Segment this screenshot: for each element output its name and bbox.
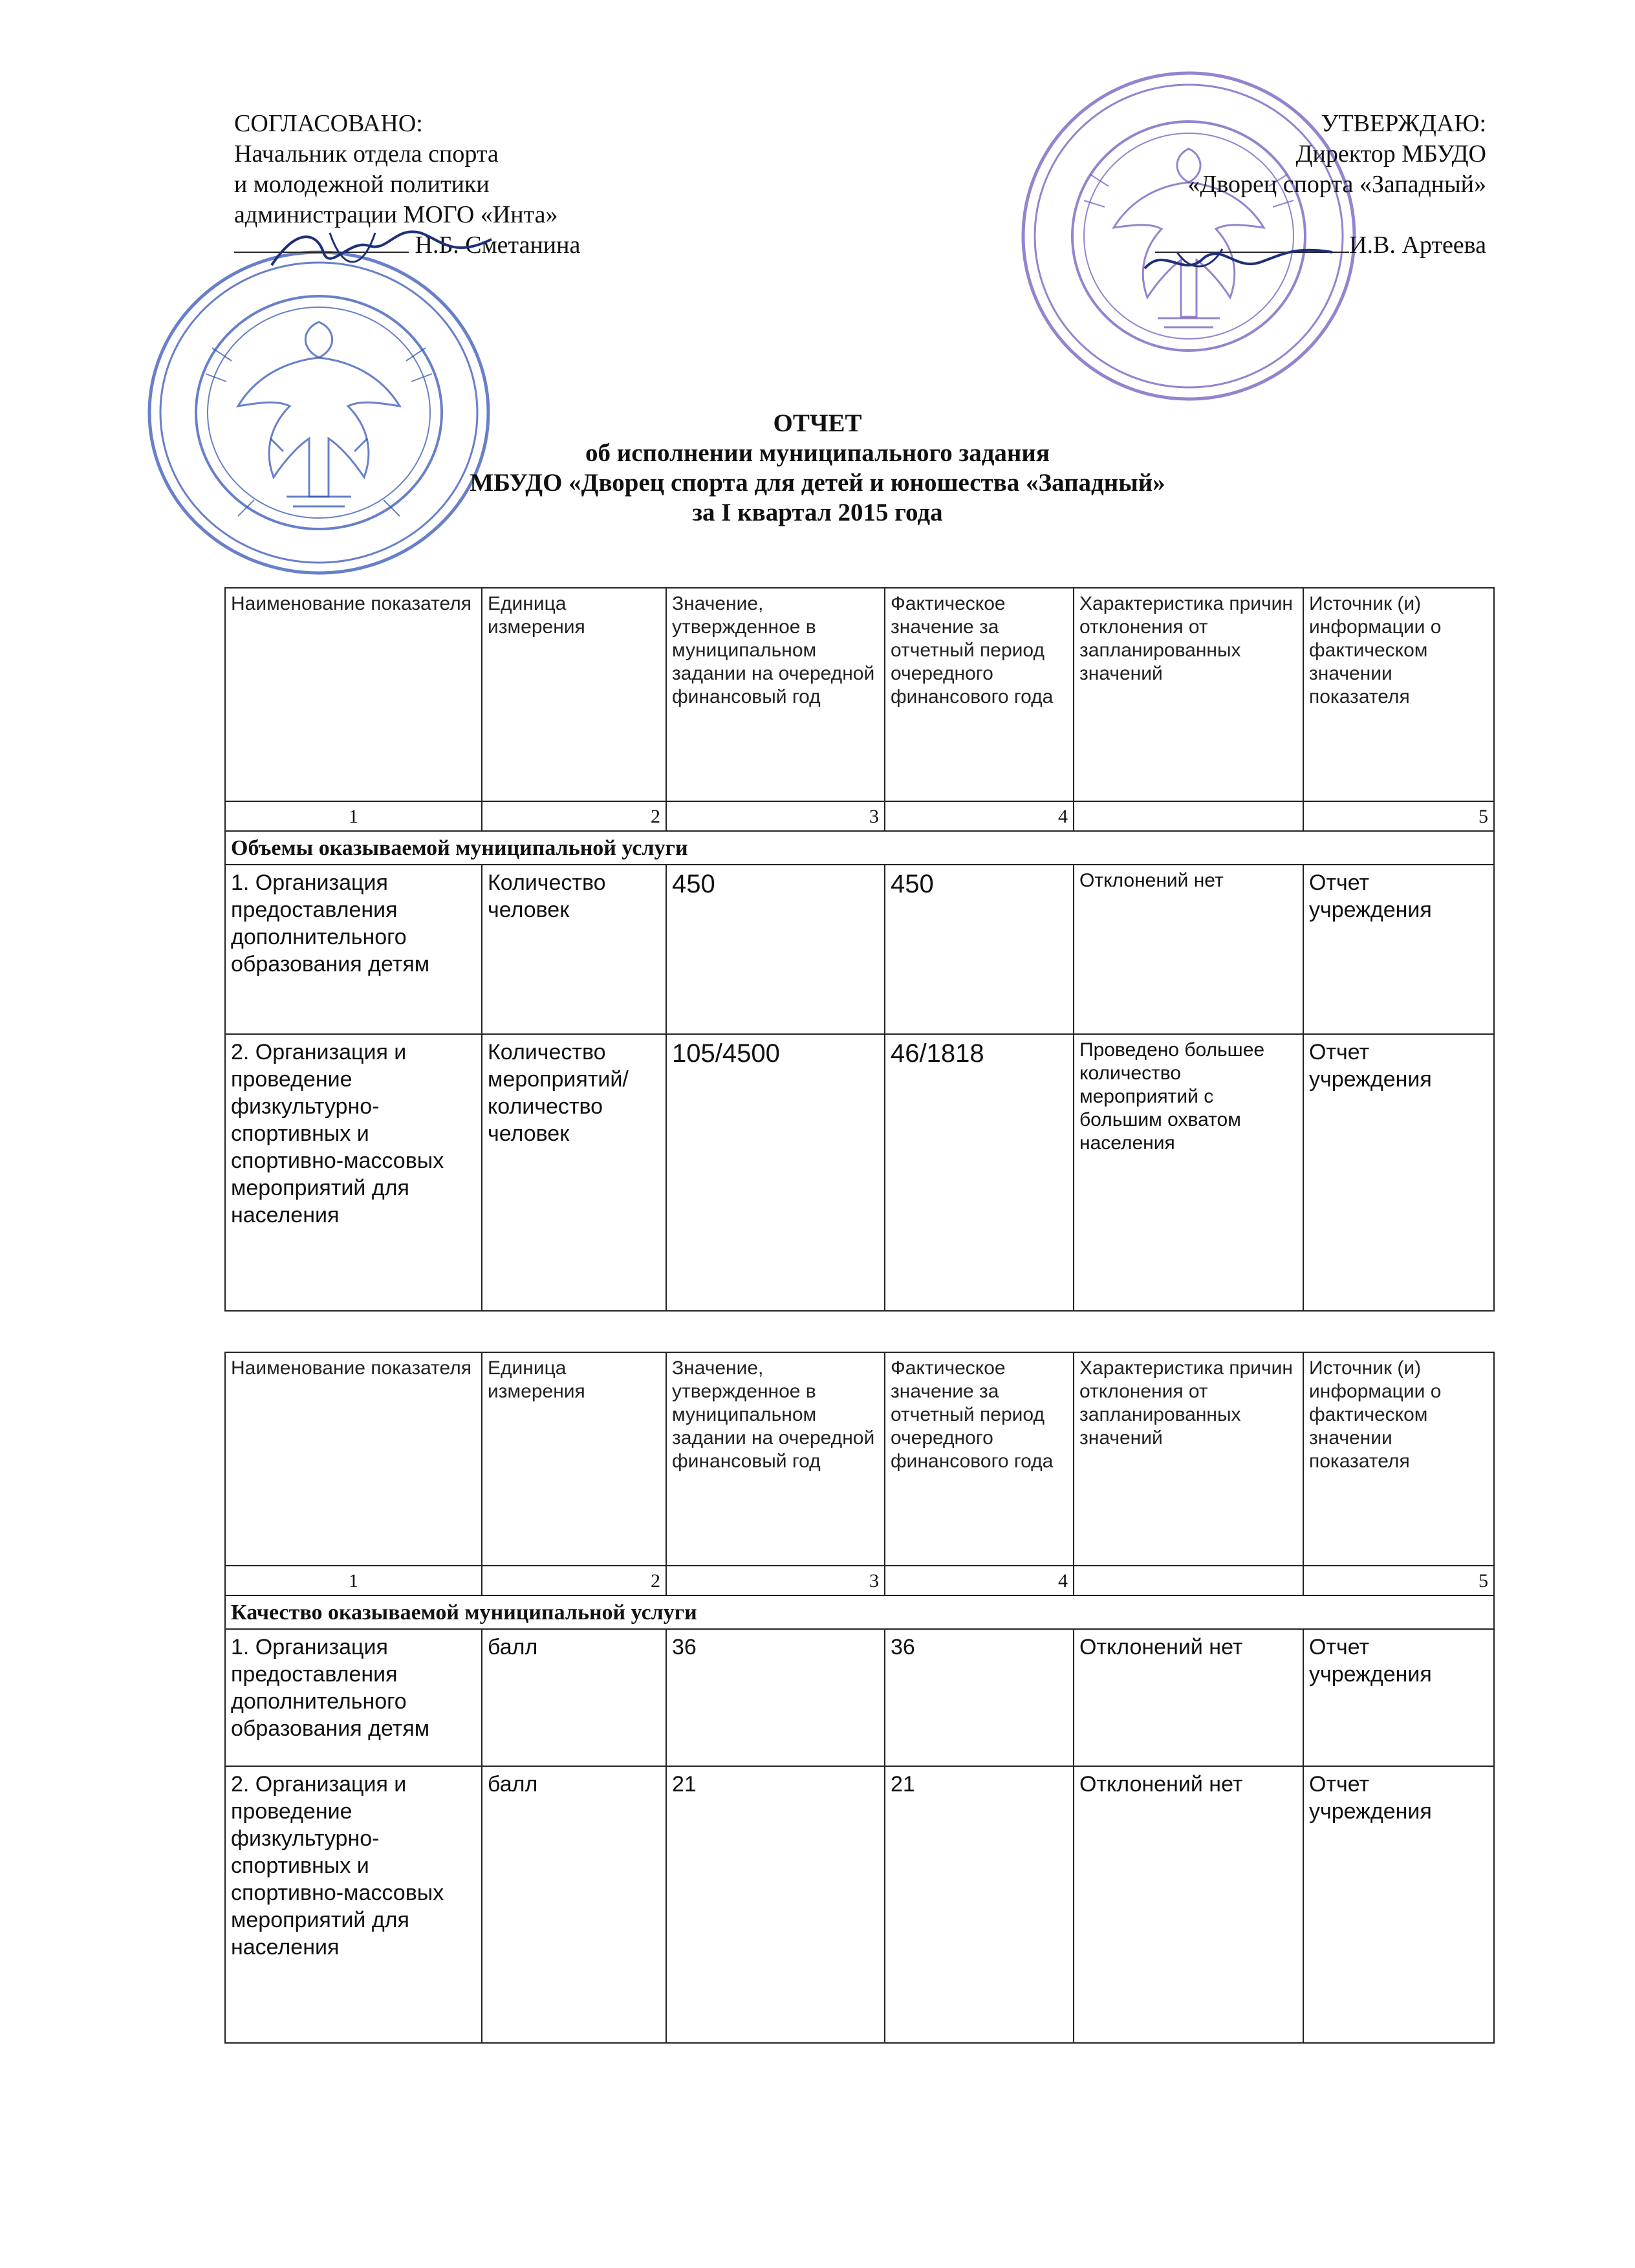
approval-right-label: УТВЕРЖДАЮ: <box>1321 110 1486 137</box>
cell-unit: балл <box>482 1766 666 2043</box>
table-header-row <box>225 1352 1494 1566</box>
title-line2: об исполнении муниципального задания <box>585 439 1050 467</box>
title-line3: МБУДО «Дворец спорта для детей и юношества «Западный» <box>470 469 1165 497</box>
table-row <box>225 1034 1494 1311</box>
approval-left-line3: администрации МОГО «Инта» <box>234 201 558 228</box>
cell-actual-value: 36 <box>885 1629 1074 1766</box>
cell-deviation-reason: Проведено большее количество мероприятий с большим охватом населения <box>1074 1034 1303 1311</box>
table-row <box>225 1629 1494 1766</box>
cell-unit: Количество мероприятий/ количество человек <box>482 1034 666 1311</box>
col-number: 5 <box>1303 801 1494 831</box>
cell-indicator-name: 2. Организация и проведение физкультурно-спортивных и спортивно-массовых мероприятий для населения <box>225 1766 482 2043</box>
header-info-source: Источник (и) информации о фактическом значении показателя <box>1303 1352 1494 1566</box>
cell-planned-value: 450 <box>666 865 885 1034</box>
header-actual-value: Фактическое значение за отчетный период очередного финансового года <box>885 588 1074 801</box>
cell-indicator-name: 1. Организация предоставления дополнительного образования детям <box>225 1629 482 1766</box>
cell-planned-value: 105/4500 <box>666 1034 885 1311</box>
col-number: 3 <box>666 1566 885 1595</box>
header-planned-value: Значение, утвержденное в муниципальном задании на очередной финансовый год <box>666 588 885 801</box>
column-number-row <box>225 801 1494 831</box>
col-number <box>1074 801 1303 831</box>
cell-info-source: Отчет учреждения <box>1303 1034 1494 1311</box>
column-number-row <box>225 1566 1494 1595</box>
col-number: 4 <box>885 801 1074 831</box>
title-line1: ОТЧЕТ <box>773 409 862 437</box>
cell-actual-value: 450 <box>885 865 1074 1034</box>
col-number: 3 <box>666 801 885 831</box>
cell-indicator-name: 1. Организация предоставления дополнительного образования детям <box>225 865 482 1034</box>
cell-info-source: Отчет учреждения <box>1303 865 1494 1034</box>
cell-deviation-reason: Отклонений нет <box>1074 1629 1303 1766</box>
col-number: 1 <box>225 801 482 831</box>
approval-right-signer: И.В. Артеева <box>1349 232 1486 259</box>
approval-right-line2: «Дворец спорта «Западный» <box>1187 171 1486 198</box>
cell-unit: Количество человек <box>482 865 666 1034</box>
volume-indicators-table <box>224 587 1495 1312</box>
approval-right-line1: Директор МБУДО <box>1295 140 1486 167</box>
approval-left-signer: Н.Б. Сметанина <box>415 232 581 259</box>
cell-unit: балл <box>482 1629 666 1766</box>
table-row <box>225 865 1494 1034</box>
header-actual-value: Фактическое значение за отчетный период очередного финансового года <box>885 1352 1074 1566</box>
cell-indicator-name: 2. Организация и проведение физкультурно-спортивных и спортивно-массовых мероприятий для населения <box>225 1034 482 1311</box>
col-number: 2 <box>482 1566 666 1595</box>
header-unit: Единица измерения <box>482 1352 666 1566</box>
cell-actual-value: 46/1818 <box>885 1034 1074 1311</box>
left-signature-mark <box>259 213 504 285</box>
header-info-source: Источник (и) информации о фактическом значении показателя <box>1303 588 1494 801</box>
section-row <box>225 831 1494 865</box>
header-indicator-name: Наименование показателя <box>225 1352 482 1566</box>
title-line4: за I квартал 2015 года <box>692 499 943 526</box>
approval-left-line2: и молодежной политики <box>234 171 490 198</box>
cell-actual-value: 21 <box>885 1766 1074 2043</box>
header-deviation-reason: Характеристика причин отклонения от запланированных значений <box>1074 588 1303 801</box>
cell-planned-value: 36 <box>666 1629 885 1766</box>
cell-info-source: Отчет учреждения <box>1303 1629 1494 1766</box>
cell-planned-value: 21 <box>666 1766 885 2043</box>
section-title-volume: Объемы оказываемой муниципальной услуги <box>225 831 1494 865</box>
cell-info-source: Отчет учреждения <box>1303 1766 1494 2043</box>
col-number <box>1074 1566 1303 1595</box>
header-unit: Единица измерения <box>482 588 666 801</box>
report-title <box>0 409 1635 528</box>
cell-deviation-reason: Отклонений нет <box>1074 1766 1303 2043</box>
header-deviation-reason: Характеристика причин отклонения от запланированных значений <box>1074 1352 1303 1566</box>
col-number: 5 <box>1303 1566 1494 1595</box>
quality-indicators-table <box>224 1352 1495 2044</box>
col-number: 2 <box>482 801 666 831</box>
approval-left-label: СОГЛАСОВАНО: <box>234 110 423 137</box>
table-row <box>225 1766 1494 2043</box>
section-row <box>225 1595 1494 1629</box>
col-number: 1 <box>225 1566 482 1595</box>
col-number: 4 <box>885 1566 1074 1595</box>
cell-deviation-reason: Отклонений нет <box>1074 865 1303 1034</box>
section-title-quality: Качество оказываемой муниципальной услуги <box>225 1595 1494 1629</box>
header-planned-value: Значение, утвержденное в муниципальном задании на очередной финансовый год <box>666 1352 885 1566</box>
header-indicator-name: Наименование показателя <box>225 588 482 801</box>
table-header-row <box>225 588 1494 801</box>
approval-left-line1: Начальник отдела спорта <box>234 140 499 167</box>
right-signature-mark <box>1138 233 1345 291</box>
